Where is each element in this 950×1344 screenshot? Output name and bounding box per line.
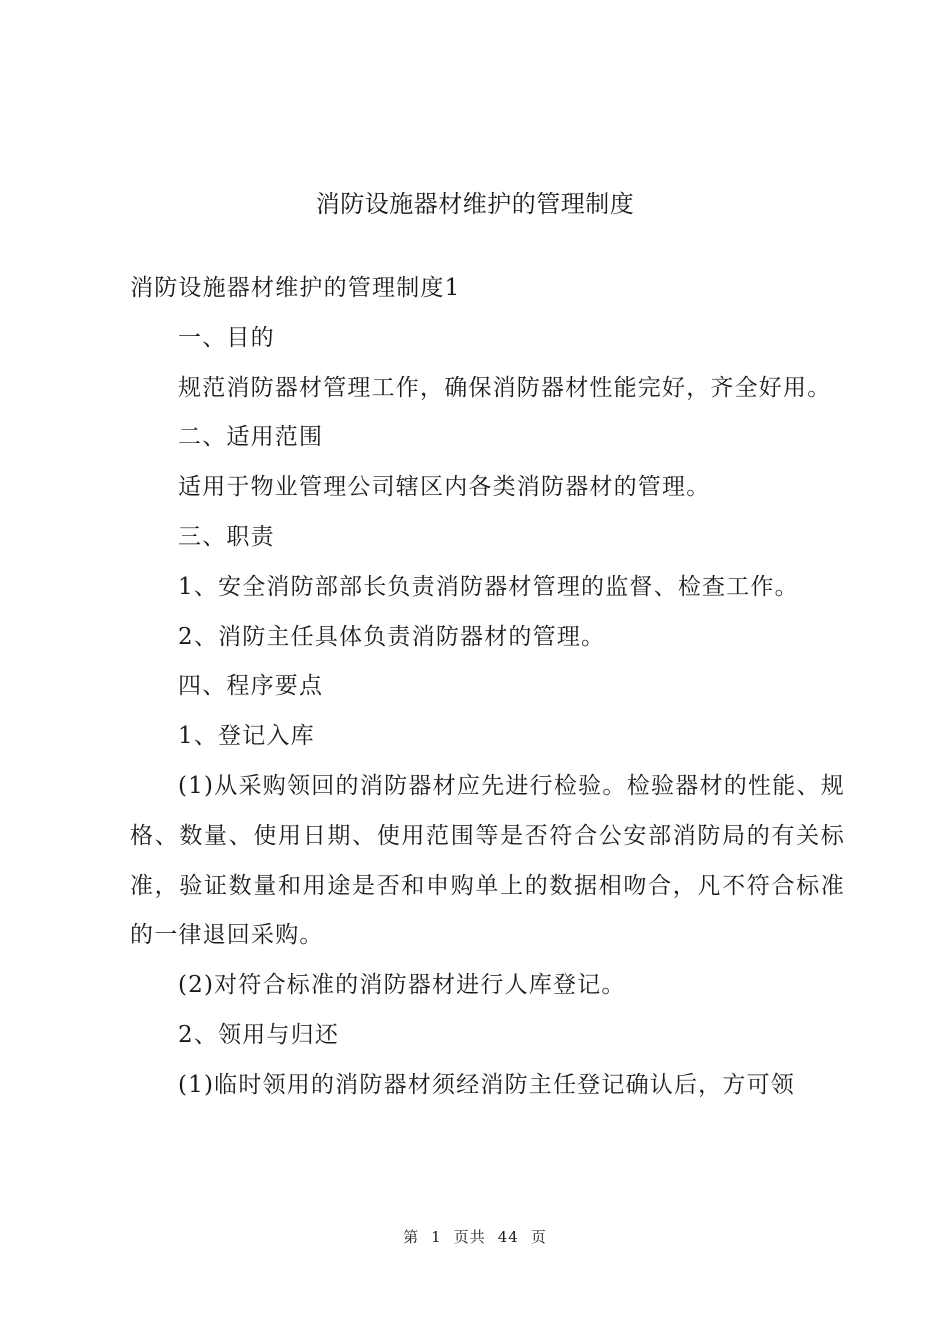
- section-heading: 消防设施器材维护的管理制度1: [130, 275, 461, 301]
- paragraph: 1、安全消防部部长负责消防器材管理的监督、检查工作。: [178, 573, 799, 600]
- paragraph: 2、消防主任具体负责消防器材的管理。: [178, 623, 606, 650]
- paragraph-heading-scope: 二、适用范围: [178, 424, 324, 451]
- paragraph: (1)从采购领回的消防器材应先进行检验。检验器材的性能、规格、数量、使用日期、使用范围等是否符合公安部消防局的有关标准，验证数量和用途是否和申购单上的数据相吻合，凡不符合标准的一律退回采购。: [130, 772, 845, 949]
- paragraph: 规范消防器材管理工作，确保消防器材性能完好，齐全好用。: [178, 374, 832, 401]
- footer-middle: 页共: [453, 1228, 486, 1246]
- footer-total-pages: 44: [497, 1228, 519, 1246]
- paragraph-heading-duties: 三、职责: [178, 523, 275, 550]
- document-body: [130, 264, 845, 1111]
- paragraph-heading-procedure: 四、程序要点: [178, 673, 324, 700]
- page-footer: [0, 1226, 950, 1248]
- paragraph: (1)临时领用的消防器材须经消防主任登记确认后，方可领: [178, 1071, 795, 1098]
- document-title: 消防设施器材维护的管理制度: [315, 190, 635, 218]
- paragraph: 适用于物业管理公司辖区内各类消防器材的管理。: [178, 474, 711, 501]
- footer-prefix: 第: [403, 1228, 420, 1246]
- footer-current-page: 1: [431, 1228, 442, 1246]
- paragraph: 2、领用与归还: [178, 1021, 340, 1048]
- footer-suffix: 页: [530, 1228, 547, 1246]
- paragraph-heading-purpose: 一、目的: [178, 324, 275, 351]
- paragraph: 1、登记入库: [178, 723, 315, 750]
- paragraph: (2)对符合标准的消防器材进行人库登记。: [178, 972, 626, 999]
